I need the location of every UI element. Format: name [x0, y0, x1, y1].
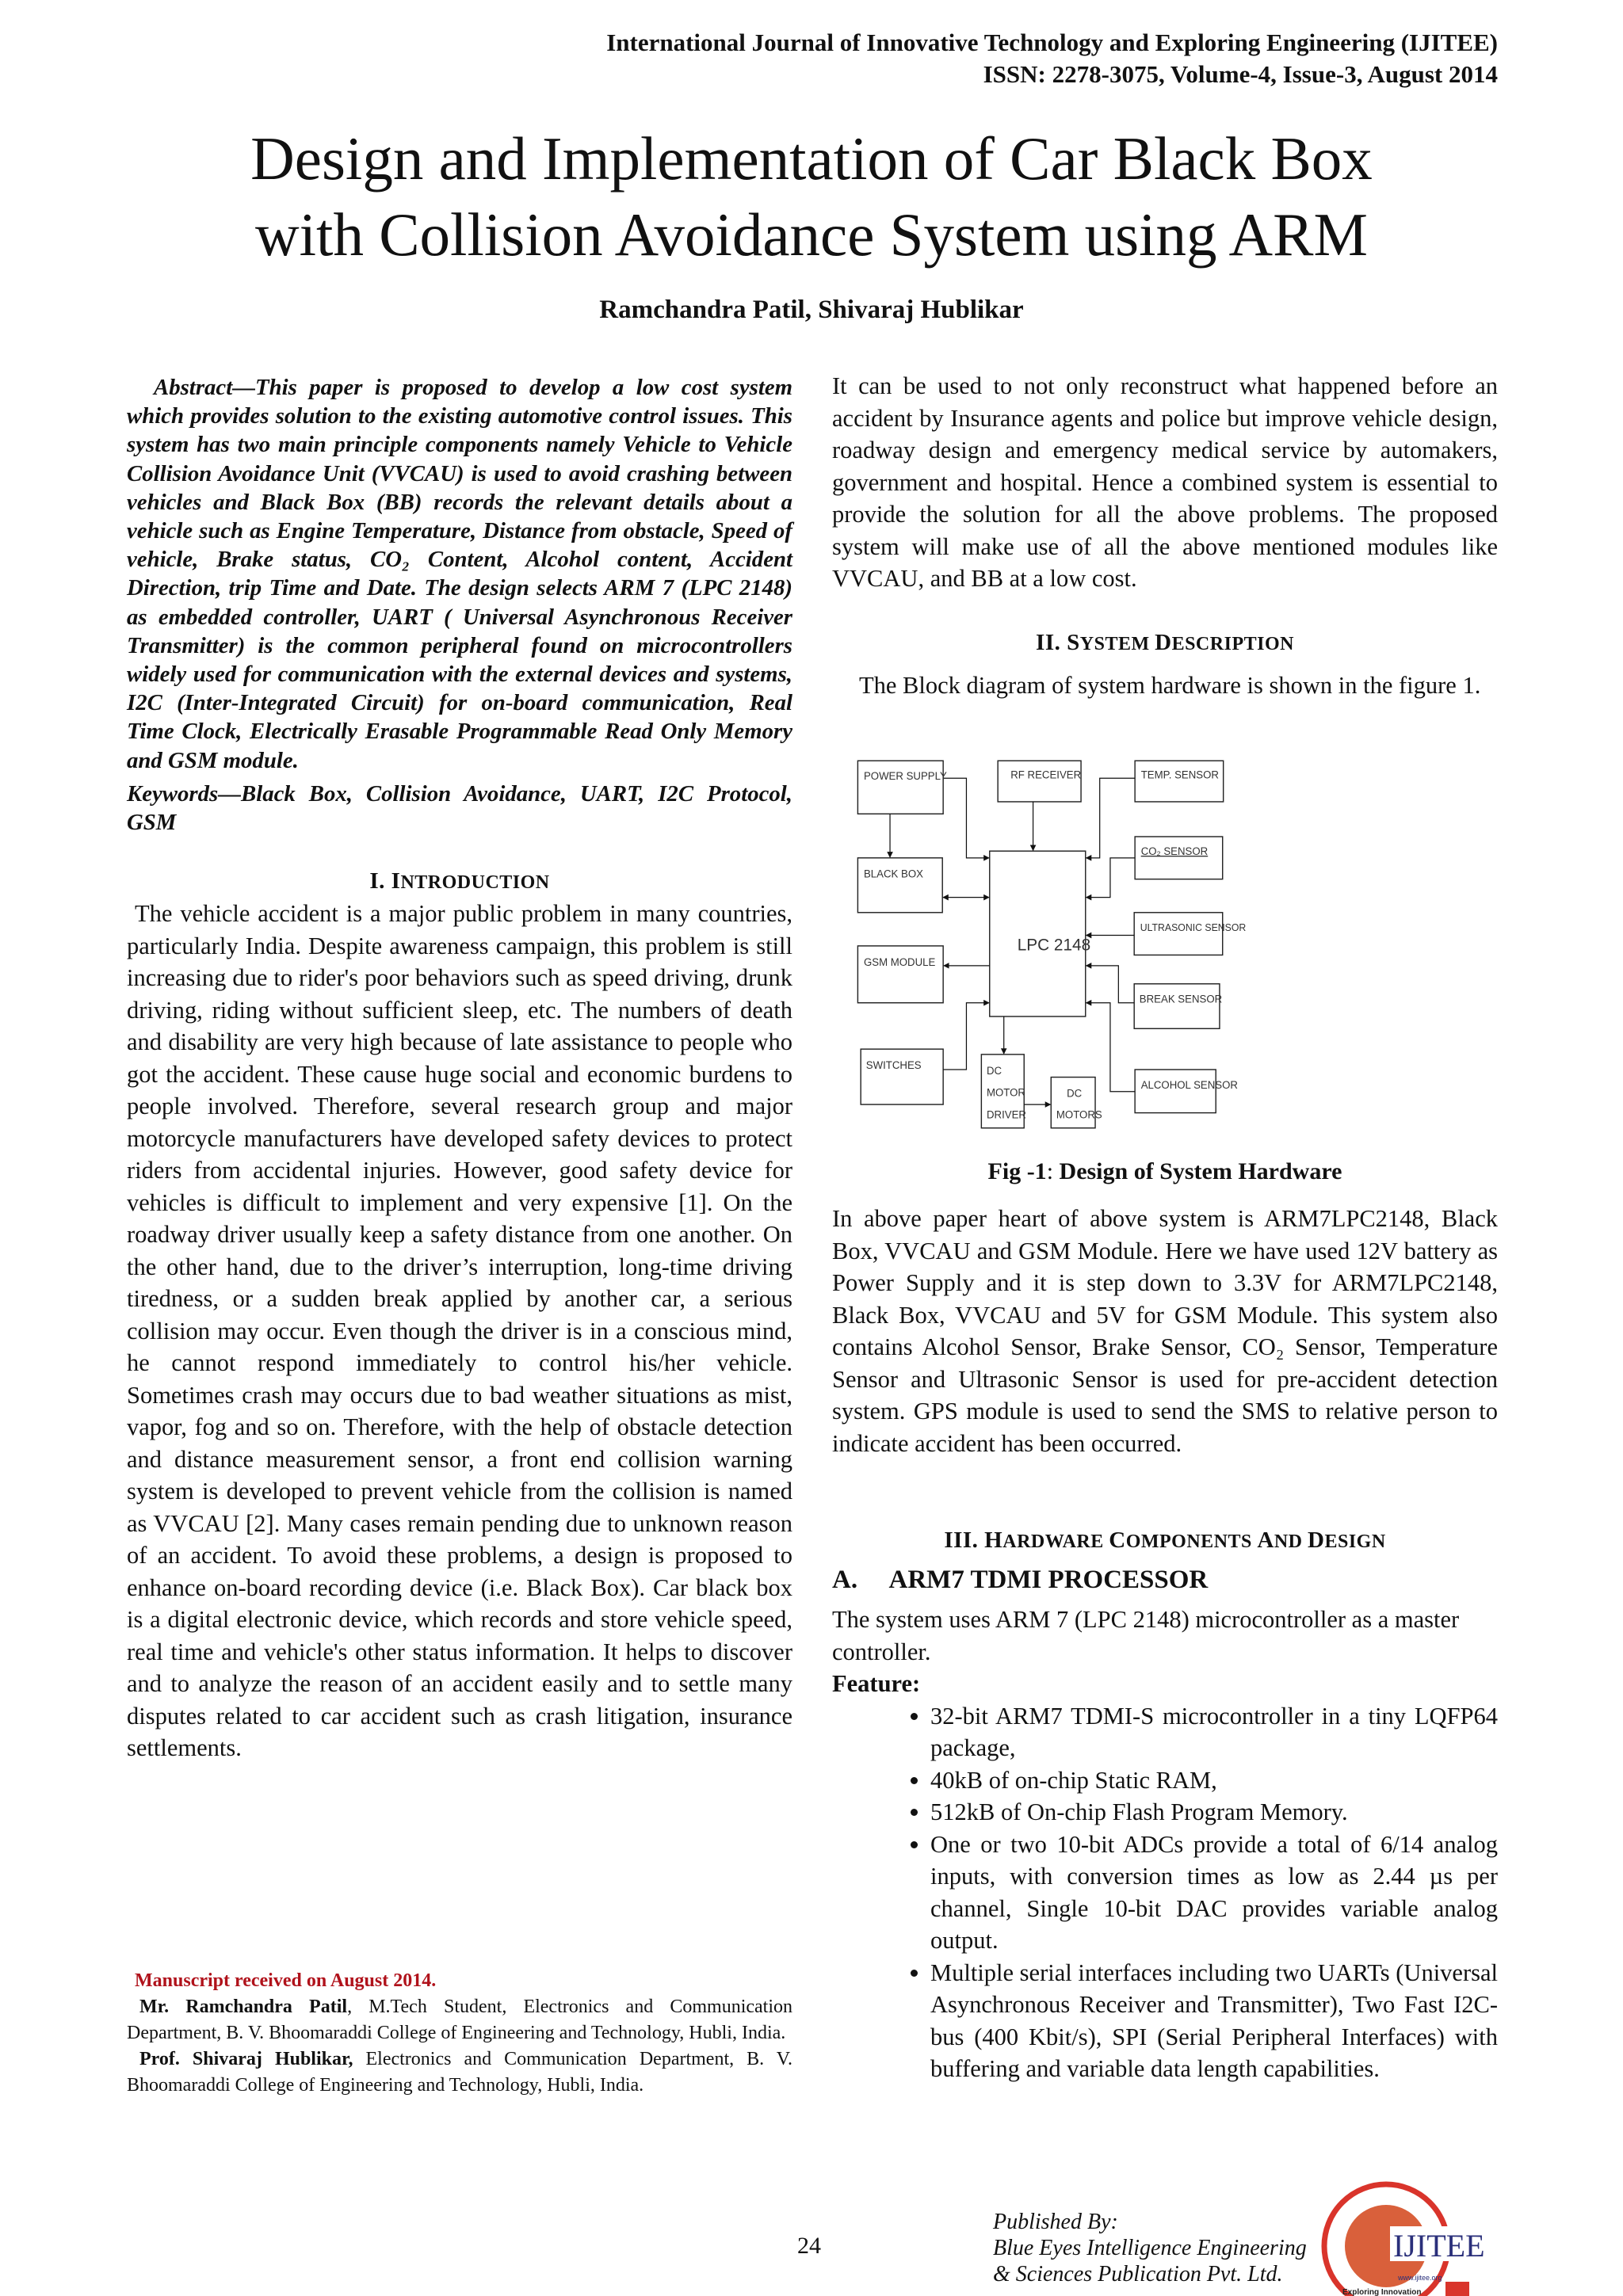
right-intro-text: It can be used to not only reconstruct what happened before an accident by Insurance agents and police but improve vehicle design, roadway design and emergency medical service by automakers, government and hospital. Hence a combined system is essential to provide the solution for all the above problems. The proposed system will make use of all the above mentioned modules like VVCAU, and BB at a low cost. [832, 372, 1498, 592]
figure-caption [832, 1158, 1498, 1185]
label-black-box: BLACK BOX [863, 868, 923, 880]
arrow-switches-to-lpc [943, 1003, 989, 1070]
heading-initial: C [1109, 1527, 1126, 1553]
feature-item: • Multiple serial interfaces including two UARTs (Universal Asynchronous Receiver and Transmitter), Two Fast I2C-bus (400 Kbit/s), SPI (Serial Peripheral Interfaces) with buffering and variable data length capabilities. [930, 1957, 1498, 2085]
title-line-2: with Collision Avoidance System using ARM [255, 200, 1368, 269]
arm7-text: The system uses ARM 7 (LPC 2148) microcontroller as a master controller. [832, 1606, 1460, 1665]
ijitee-logo [1311, 2179, 1517, 2296]
black-box-box [857, 858, 942, 913]
break-sensor-box [1134, 984, 1223, 1029]
journal-name: International Journal of Innovative Technology and Exploring Engineering (IJITEE) [606, 29, 1498, 56]
co2-sensor-box [1135, 837, 1223, 879]
switches-box [861, 1049, 943, 1104]
section-number: III. [944, 1527, 979, 1553]
publisher-line-2: & Sciences Publication Pvt. Ltd. [993, 2262, 1283, 2286]
feature-list [832, 1700, 1498, 2085]
heading-rest: NTRODUCTION [400, 872, 550, 894]
heading-rest: YSTEM [1079, 634, 1155, 654]
power-supply-box [857, 761, 943, 814]
caption-separator: : [1046, 1158, 1060, 1184]
hardware-overview-text: In above paper heart of above system is ARM7LPC2148, Black Box, VVCAU and GSM Module. Here we have used 12V battery as Power Supply and it is step down to 3.3V for ARM7LPC2148, Black Box, VVCAU and 5V for GSM Module. This system also contains Alcohol Sensor, Brake Sensor, CO₂ Sensor, Temperature Sensor and Ultrasonic Sensor is used for pre-accident detection system. GPS module is used to send the SMS to relative person to indicate accident has been occurred. [832, 1205, 1498, 1457]
label-rf-receiver: RF RECEIVER [1010, 769, 1082, 781]
abstract: Abstract—This paper is proposed to develop a low cost system which provides solution to the existing automotive control issues. This system has two main principle components namely Vehicle to Vehicle Collision Avoidance Unit (VVCAU) is used to avoid crashing between vehicles and Black Box (BB) records the relevant details about a vehicle such as Engine Temperature, Distance from obstacle, Speed of vehicle, Brake status, CO₂ Content, Alcohol content, Accident Direction, trip Time and Date. The design selects ARM 7 (LPC 2148) as embedded controller, UART ( Universal Asynchronous Receiver Transmitter) is the common peripheral found on microcontrollers widely used for communication with the external devices and systems, I2C (Inter-Integrated Circuit) for on-board communication, Real Time Clock, Electrically Erasable Programmable Read Only Memory and GSM module. [127, 375, 792, 773]
arrow-power-to-lpc [943, 778, 989, 858]
label-break-sensor: BREAK SENSOR [1139, 993, 1223, 1005]
feature-item: • 512kB of On-chip Flash Program Memory. [930, 1796, 1498, 1829]
paper-title [0, 120, 1623, 273]
temp-sensor-box [1135, 761, 1224, 802]
gsm-module-box [857, 946, 943, 1003]
heading-initial: S [1067, 630, 1080, 655]
label-driver-1: DC [986, 1064, 1002, 1077]
published-by-label: Published By: [993, 2210, 1118, 2234]
block-diagram [850, 747, 1479, 1142]
label-driver-3: DRIVER [986, 1108, 1026, 1121]
caption-text: Design of System Hardware [1059, 1158, 1342, 1184]
section-number: I. [369, 868, 385, 894]
section-heading-system-description [832, 630, 1498, 656]
label-motors-1: DC [1067, 1087, 1083, 1100]
author2-footnote [127, 2046, 792, 2099]
system-description-text: The Block diagram of system hardware is shown in the figure 1. [859, 672, 1481, 699]
author1-footnote [127, 1994, 792, 2046]
feature-item: • One or two 10-bit ADCs provide a total of 6/14 analog inputs, with conversion times as low as 2.44 µs per channel, Single 10-bit DAC provides variable analog output. [930, 1829, 1498, 1957]
footnotes [127, 1968, 792, 2099]
heading-rest: ESIGN [1324, 1531, 1386, 1552]
label-alcohol-sensor: ALCOHOL SENSOR [1140, 1078, 1238, 1091]
logo-tagline: Exploring Innovation [1342, 2288, 1422, 2296]
heading-rest: ND [1274, 1531, 1308, 1552]
label-power-supply: POWER SUPPLY [863, 770, 947, 783]
arm7-description [832, 1604, 1498, 2085]
arrow-co2-to-lpc [1086, 858, 1135, 898]
feature-item: • 32-bit ARM7 TDMI-S microcontroller in a tiny LQFP64 package, [930, 1700, 1498, 1764]
heading-initial: A [1257, 1527, 1274, 1553]
heading-rest: ARDWARE [1002, 1531, 1109, 1552]
author2-name: Prof. Shivaraj Hublikar, [139, 2049, 353, 2069]
section-number: II. [1036, 630, 1061, 655]
label-ultrasonic-sensor: ULTRASONIC SENSOR [1140, 921, 1247, 933]
manuscript-received: Manuscript received on August 2014. [135, 1970, 437, 1991]
label-gsm-module: GSM MODULE [863, 955, 936, 968]
label-lpc2148: LPC 2148 [1017, 936, 1091, 955]
rf-receiver-box [998, 761, 1081, 802]
ultrasonic-sensor-box [1134, 913, 1223, 955]
author1-name: Mr. Ramchandra Patil [139, 1997, 348, 2017]
heading-initial: D [1155, 630, 1172, 655]
feature-label: Feature: [832, 1670, 921, 1697]
label-co2-sensor: CO₂ SENSOR [1140, 845, 1209, 858]
introduction-text: The vehicle accident is a major public problem in many countries, particularly India. Despite awareness campaign, this problem is still increasing due to rider's poor behaviors such as speed driving, drunk driving, riding without sufficient sleep, etc. The numbers of death and disability are very high because of late assistance to people who got the accident. These cause huge social and economic burdens to people involved. Therefore, several research group and major motorcycle manufacturers have developed safety devices to protect riders from accidental injuries. However, good safety device for vehicles is difficult to implement and very expensive [1]. On the roadway driver usually keep a safety distance from one another. On the other hand, due to the driver’s interruption, long-time driving tiredness, or a sudden break applied by another car, a serious collision may occur. Even though the driver is in a conscious mind, he cannot respond immediately to control his/her vehicle. Sometimes crash may occurs due to bad weather situations as mist, vapor, fog and so on. Therefore, with the help of obstacle detection and distance measurement sensor, a front end collision warning system is developed to prevent vehicle from the collision is named as VVCAU [2]. Many cases remain pending due to unknown reason of an accident. To avoid these problems, a design is proposed to enhance on-board recording device (i.e. Black Box). Car black box is a digital electronic device, which records and store vehicle speed, real time and vehicle's other status information. It helps to discover and to analyze the reason of an accident easily and to settle many disputes related to car accident such as crash litigation, insurance settlements. [127, 900, 792, 1762]
lpc2148-box [990, 851, 1086, 1016]
arrow-break-to-lpc [1086, 966, 1134, 1003]
heading-initial: H [984, 1527, 1003, 1553]
section-heading-hardware [832, 1527, 1498, 1554]
publisher-line-1: Blue Eyes Intelligence Engineering [993, 2236, 1307, 2260]
logo-text: IJITEE [1393, 2228, 1485, 2264]
label-driver-2: MOTOR [986, 1086, 1025, 1099]
author2-affiliation: Electronics and Communication Department, B. V. Bhoomaraddi College of Engineering and Technology, Hubli, India. [127, 2049, 793, 2096]
left-column [127, 373, 792, 1764]
label-temp-sensor: TEMP. SENSOR [1140, 769, 1219, 781]
keywords: Keywords—Black Box, Collision Avoidance, UART, I2C Protocol, GSM [127, 780, 792, 836]
heading-initial: I [391, 868, 401, 894]
logo-url: www.ijitee.org [1398, 2274, 1442, 2282]
publisher-info [993, 2209, 1307, 2287]
heading-rest: OMPONENTS [1125, 1531, 1258, 1552]
figure-label: Fig -1 [987, 1158, 1047, 1184]
subsection-heading-arm7: A. ARM7 TDMI PROCESSOR [832, 1566, 1209, 1594]
authors: Ramchandra Patil, Shivaraj Hublikar [599, 296, 1024, 324]
feature-item: • 40kB of on-chip Static RAM, [930, 1764, 1498, 1797]
heading-initial: D [1308, 1527, 1325, 1553]
heading-rest: ESCRIPTION [1171, 634, 1294, 654]
arrow-temp-to-lpc [1086, 778, 1135, 858]
label-motors-2: MOTORS [1056, 1108, 1102, 1121]
author1-affiliation: , M.Tech Student, Electronics and Communication Department, B. V. Bhoomaraddi College of Engineering and Technology, Hubli, India. [127, 1997, 792, 2043]
title-line-1: Design and Implementation of Car Black Box [250, 124, 1373, 193]
issn-line: ISSN: 2278-3075, Volume-4, Issue-3, August 2014 [983, 60, 1498, 88]
arrow-alcohol-to-lpc [1086, 1003, 1135, 1092]
page-number: 24 [797, 2233, 821, 2259]
section-heading-introduction [127, 868, 792, 894]
alcohol-sensor-box [1135, 1070, 1216, 1113]
label-switches: SWITCHES [865, 1058, 922, 1072]
